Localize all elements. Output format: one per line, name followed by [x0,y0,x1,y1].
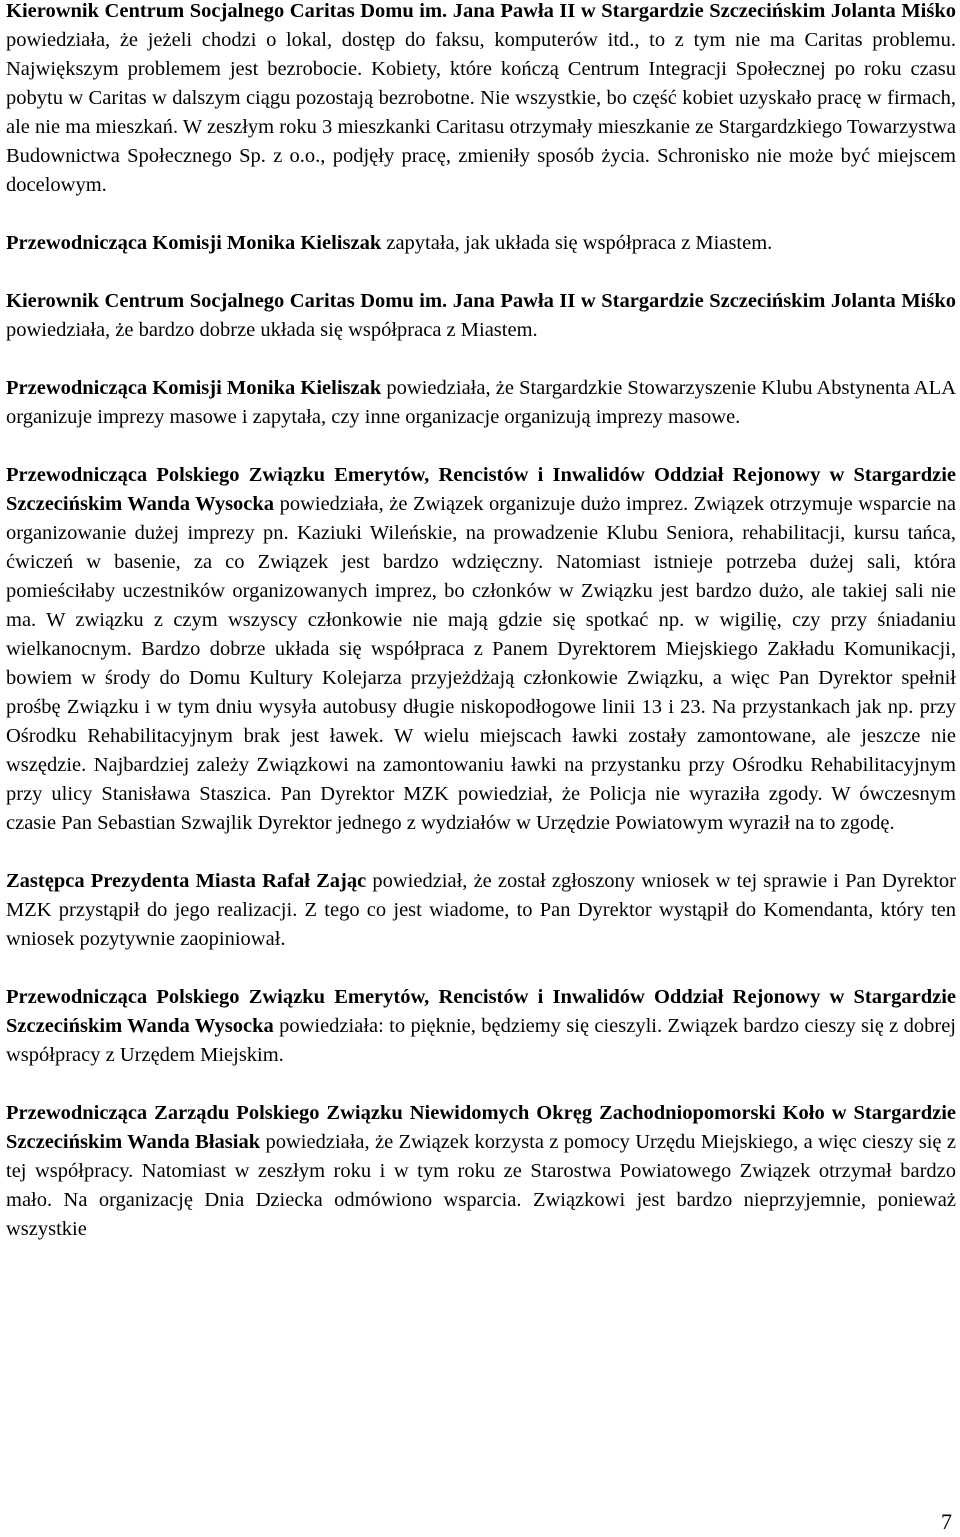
paragraph-1 [6,0,956,200]
speaker-name: Przewodnicząca Komisji Monika Kieliszak [6,377,382,399]
paragraph-4 [6,374,956,432]
paragraph-text: powiedziała, że bardzo dobrze układa się współpraca z Miastem. [6,319,538,341]
speaker-name: Kierownik Centrum Socjalnego Caritas Domu im. Jana Pawła II w Stargardzie Szczecińskim Jolanta Miśko [6,290,956,312]
paragraph-text: powiedziała, że Związek organizuje dużo imprez. Związek otrzymuje wsparcie na organizowanie dużej imprezy pn. Kaziuki Wileńskie, na prowadzenie Klubu Seniora, rehabilitacji, kursu tańca, ćwiczeń w basenie, za co Związek jest bardzo wdzięczny. Natomiast istnieje potrzeba dużej sali, która pomieściłaby uczestników organizowanych imprez, bo członków w Związku jest bardzo dużo, ale takiej sali nie ma. W związku z czym wszyscy członkowie nie mają gdzie się spotkać np. w wigilię, czy przy śniadaniu wielkanocnym. Bardzo dobrze układa się współpraca z Panem Dyrektorem Miejskiego Zakładu Komunikacji, bowiem w środy do Domu Kultury Kolejarza przyjeżdżają członkowie Związku, a więc Pan Dyrektor spełnił prośbę Związku i w tym dniu wysyła autobusy długie niskopodłogowe linii 13 i 23. Na przystankach jak np. przy Ośrodku Rehabilitacyjnym brak jest ławek. W wielu miejscach ławki zostały zamontowane, ale jeszcze nie wszędzie. Najbardziej zależy Związkowi na zamontowaniu ławki na przystanku przy Ośrodku Rehabilitacyjnym przy ulicy Stanisława Staszica. Pan Dyrektor MZK powiedział, że Policja nie wyraziła zgody. W ówczesnym czasie Pan Sebastian Szwajlik Dyrektor jednego z wydziałów w Urzędzie Powiatowym wyraził na to zgodę. [6,493,956,834]
speaker-name: Przewodnicząca Zarządu Polskiego Związku Niewidomych Okręg Zachodniopomorski Koło w Stargardzie Szczecińskim Wanda Błasiak [6,1102,956,1153]
paragraph-3 [6,287,956,345]
paragraph-7 [6,983,956,1070]
paragraph-text: powiedział, że został zgłoszony wniosek w tej sprawie i Pan Dyrektor MZK przystąpił do jego realizacji. Z tego co jest wiadome, to Pan Dyrektor wystąpił do Komendanta, który ten wniosek pozytywnie zaopiniował. [6,870,956,950]
paragraph-5 [6,461,956,838]
document-body [6,0,956,1273]
speaker-name: Przewodnicząca Polskiego Związku Emerytów, Rencistów i Inwalidów Oddział Rejonowy w Stargardzie Szczecińskim Wanda Wysocka [6,986,956,1037]
paragraph-text: powiedziała, że Związek korzysta z pomocy Urzędu Miejskiego, a więc cieszy się z tej współpracy. Natomiast w zeszłym roku i w tym roku ze Starostwa Powiatowego Związek otrzymał bardzo mało. Na organizację Dnia Dziecka odmówiono wsparcia. Związkowi jest bardzo nieprzyjemnie, ponieważ wszystkie [6,1131,956,1240]
paragraph-8 [6,1099,956,1244]
paragraph-6 [6,867,956,954]
speaker-name: Kierownik Centrum Socjalnego Caritas Domu im. Jana Pawła II w Stargardzie Szczecińskim Jolanta Miśko [6,0,956,22]
paragraph-2 [6,229,956,258]
paragraph-text: powiedziała: to pięknie, będziemy się cieszyli. Związek bardzo cieszy się z dobrej współpracy z Urzędem Miejskim. [6,1015,956,1066]
speaker-name: Przewodnicząca Komisji Monika Kieliszak [6,232,382,254]
page-number: 7 [941,1509,952,1534]
paragraph-text: zapytała, jak układa się współpraca z Miastem. [381,232,773,254]
paragraph-text: powiedziała, że Stargardzkie Stowarzyszenie Klubu Abstynenta ALA organizuje imprezy masowe i zapytała, czy inne organizacje organizują imprezy masowe. [6,377,957,428]
speaker-name: Przewodnicząca Polskiego Związku Emerytów, Rencistów i Inwalidów Oddział Rejonowy w Stargardzie Szczecińskim Wanda Wysocka [6,464,956,515]
speaker-name: Zastępca Prezydenta Miasta Rafał Zając [6,870,367,892]
paragraph-text: powiedziała, że jeżeli chodzi o lokal, dostęp do faksu, komputerów itd., to z tym nie ma Caritas problemu. Największym problemem jest bezrobocie. Kobiety, które kończą Centrum Integracji Społecznej po roku czasu pobytu w Caritas w dalszym ciągu pozostają bezrobotne. Nie wszystkie, bo część kobiet uzyskało pracę w firmach, ale nie ma mieszkań. W zeszłym roku 3 mieszkanki Caritasu otrzymały mieszkanie ze Stargardzkiego Towarzystwa Budownictwa Społecznego Sp. z o.o., podjęły pracę, zmieniły sposób życia. Schronisko nie może być miejscem docelowym. [6,29,956,196]
